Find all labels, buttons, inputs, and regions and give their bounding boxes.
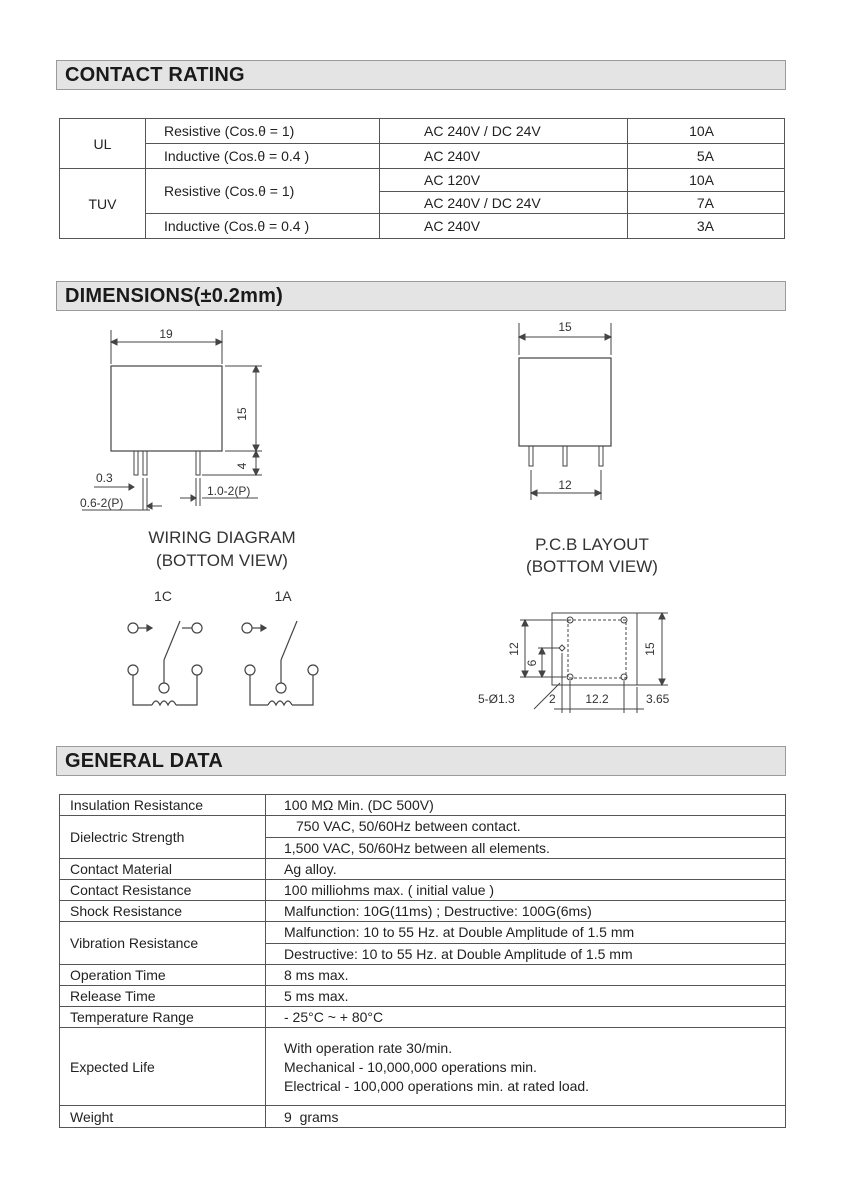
insulation-label: Insulation Resistance bbox=[60, 795, 266, 816]
wiring-diagrams bbox=[110, 585, 350, 725]
ul-inductive-voltage: AC 240V bbox=[380, 144, 628, 169]
table-row bbox=[60, 169, 785, 214]
release-value: 5 ms max. bbox=[266, 986, 786, 1007]
pcb-6-label: 6 bbox=[525, 659, 539, 667]
table-row bbox=[60, 144, 785, 169]
insulation-value: 100 MΩ Min. (DC 500V) bbox=[266, 795, 786, 816]
pcb-2-label: 2 bbox=[549, 692, 556, 706]
resistance-label: Contact Resistance bbox=[60, 880, 266, 901]
life-value-3: Electrical - 100,000 operations min. at rated load. bbox=[284, 1078, 590, 1094]
table-row bbox=[60, 795, 786, 816]
operation-value: 8 ms max. bbox=[266, 965, 786, 986]
tuv-resistive-current-2: 7A bbox=[628, 191, 784, 213]
contact-rating-heading: CONTACT RATING bbox=[56, 60, 786, 90]
front-height-label: 15 bbox=[235, 407, 249, 421]
tuv-resistive-current-1: 10A bbox=[689, 172, 714, 188]
pcb-layout-title: P.C.B LAYOUT bbox=[535, 535, 649, 554]
vibration-value-2: Destructive: 10 to 55 Hz. at Double Amplitude of 1.5 mm bbox=[266, 943, 785, 964]
life-value-1: With operation rate 30/min. bbox=[284, 1040, 453, 1056]
life-values bbox=[266, 1028, 786, 1106]
front-view-drawing bbox=[70, 318, 300, 518]
table-row bbox=[60, 816, 786, 859]
table-row bbox=[60, 1106, 786, 1128]
resistance-value: 100 milliohms max. ( initial value ) bbox=[266, 880, 786, 901]
tuv-resistive-load: Resistive (Cos.θ = 1) bbox=[146, 169, 380, 214]
ul-inductive-current: 5A bbox=[628, 144, 785, 169]
life-label: Expected Life bbox=[60, 1028, 266, 1106]
ul-inductive-load: Inductive (Cos.θ = 0.4 ) bbox=[146, 144, 380, 169]
release-label: Release Time bbox=[60, 986, 266, 1007]
pcb-12-label: 12 bbox=[507, 642, 521, 656]
tuv-inductive-voltage: AC 240V bbox=[380, 214, 628, 239]
wiring-1a-label: 1A bbox=[274, 588, 292, 604]
table-row bbox=[60, 859, 786, 880]
wiring-diagram-subtitle: (BOTTOM VIEW) bbox=[156, 551, 288, 570]
weight-value: 9 grams bbox=[266, 1106, 786, 1128]
vibration-label: Vibration Resistance bbox=[60, 922, 266, 965]
operation-label: Operation Time bbox=[60, 965, 266, 986]
tuv-resistive-voltage-1: AC 120V bbox=[424, 172, 481, 188]
tuv-resistive-voltage bbox=[380, 169, 628, 214]
table-row bbox=[60, 119, 785, 144]
wiring-diagram-title: WIRING DIAGRAM bbox=[148, 528, 296, 547]
temperature-value: - 25°C ~ + 80°C bbox=[266, 1007, 786, 1028]
dimensions-heading: DIMENSIONS(±0.2mm) bbox=[56, 281, 786, 311]
material-label: Contact Material bbox=[60, 859, 266, 880]
front-width-label: 19 bbox=[159, 327, 173, 341]
material-value: Ag alloy. bbox=[266, 859, 786, 880]
tuv-resistive-voltage-2: AC 240V / DC 24V bbox=[380, 191, 627, 213]
contact-rating-table bbox=[59, 118, 785, 239]
shock-value: Malfunction: 10G(11ms) ; Destructive: 100G(6ms) bbox=[266, 901, 786, 922]
side-view-drawing bbox=[505, 315, 625, 505]
table-row bbox=[60, 965, 786, 986]
ul-resistive-current: 10A bbox=[628, 119, 785, 144]
dielectric-value-1: 750 VAC, 50/60Hz between contact. bbox=[296, 818, 521, 834]
table-row bbox=[60, 901, 786, 922]
pin-thickness-label: 0.3 bbox=[96, 471, 113, 485]
tuv-system: TUV bbox=[60, 169, 146, 239]
general-data-table bbox=[59, 794, 786, 1128]
table-row bbox=[60, 1007, 786, 1028]
life-value-2: Mechanical - 10,000,000 operations min. bbox=[284, 1059, 537, 1075]
ul-resistive-voltage: AC 240V / DC 24V bbox=[380, 119, 628, 144]
table-row bbox=[60, 214, 785, 239]
tuv-inductive-current: 3A bbox=[628, 214, 785, 239]
vibration-value-1: Malfunction: 10 to 55 Hz. at Double Amplitude of 1.5 mm bbox=[284, 924, 635, 940]
pcb-layout-drawing bbox=[474, 605, 684, 715]
pcb-15-label: 15 bbox=[643, 642, 657, 656]
table-row bbox=[60, 880, 786, 901]
pcb-3-65-label: 3.65 bbox=[646, 692, 670, 706]
table-row bbox=[60, 1028, 786, 1106]
pcb-12-2-label: 12.2 bbox=[585, 692, 609, 706]
tuv-inductive-load: Inductive (Cos.θ = 0.4 ) bbox=[146, 214, 380, 239]
side-width-label: 15 bbox=[558, 320, 572, 334]
large-pin-label: 1.0-2(P) bbox=[207, 484, 251, 498]
general-data-heading: GENERAL DATA bbox=[56, 746, 786, 776]
dielectric-label: Dielectric Strength bbox=[60, 816, 266, 859]
table-row bbox=[60, 922, 786, 965]
temperature-label: Temperature Range bbox=[60, 1007, 266, 1028]
vibration-values bbox=[266, 922, 786, 965]
ul-resistive-load: Resistive (Cos.θ = 1) bbox=[146, 119, 380, 144]
ul-system: UL bbox=[60, 119, 146, 169]
shock-label: Shock Resistance bbox=[60, 901, 266, 922]
dielectric-value-2: 1,500 VAC, 50/60Hz between all elements. bbox=[266, 837, 785, 858]
table-row bbox=[60, 986, 786, 1007]
weight-label: Weight bbox=[60, 1106, 266, 1128]
pcb-layout-subtitle: (BOTTOM VIEW) bbox=[526, 557, 658, 576]
small-pin-label: 0.6-2(P) bbox=[80, 496, 124, 510]
pcb-hole-label: 5-Ø1.3 bbox=[478, 692, 515, 706]
tuv-resistive-current bbox=[628, 169, 785, 214]
wiring-1c-label: 1C bbox=[154, 588, 172, 604]
side-pin-span-label: 12 bbox=[558, 478, 572, 492]
dielectric-values bbox=[266, 816, 786, 859]
front-pin-length-label: 4 bbox=[235, 462, 249, 470]
